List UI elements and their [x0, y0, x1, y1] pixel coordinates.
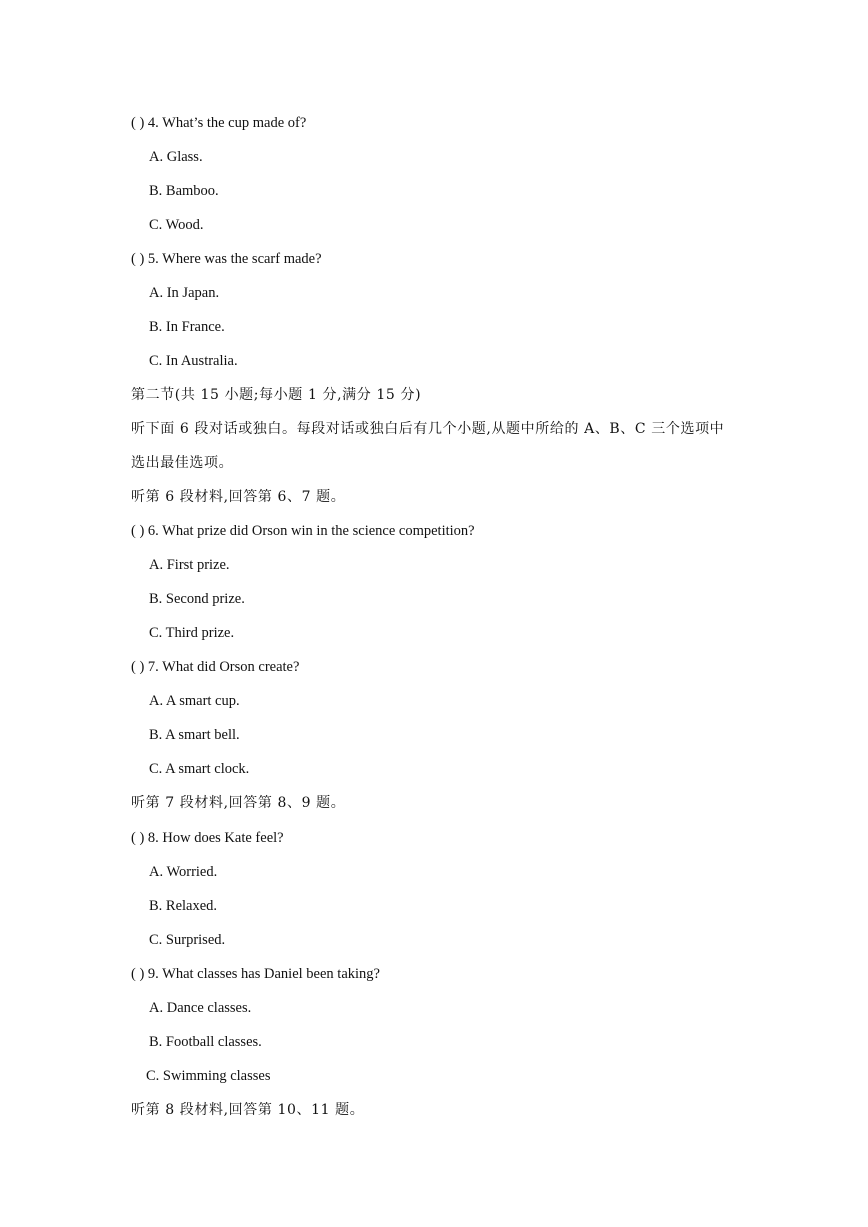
passage-8-instruction: 听第 8 段材料,回答第 10、11 题。	[131, 1102, 365, 1118]
question-8-option-a: A. Worried.	[149, 864, 218, 880]
section-heading: 第二节(共 15 小题;每小题 1 分,满分 15 分)	[131, 387, 422, 403]
question-4: ( ) 4. What’s the cup made of?	[131, 115, 307, 131]
question-9-option-a: A. Dance classes.	[149, 1000, 252, 1016]
question-4-option-b: B. Bamboo.	[149, 183, 219, 199]
question-9-option-c: C. Swimming classes	[146, 1068, 271, 1084]
question-6-option-a: A. First prize.	[149, 557, 230, 573]
question-7-option-c: C. A smart clock.	[149, 761, 250, 777]
question-8: ( ) 8. How does Kate feel?	[131, 830, 284, 846]
question-6-option-c: C. Third prize.	[149, 625, 235, 641]
question-6: ( ) 6. What prize did Orson win in the science competition?	[131, 523, 475, 539]
question-5: ( ) 5. Where was the scarf made?	[131, 251, 322, 267]
question-5-option-b: B. In France.	[149, 319, 225, 335]
question-9: ( ) 9. What classes has Daniel been taking?	[131, 966, 380, 982]
section-instructions-line-2: 选出最佳选项。	[131, 455, 234, 471]
question-9-option-b: B. Football classes.	[149, 1034, 262, 1050]
question-7: ( ) 7. What did Orson create?	[131, 659, 300, 675]
passage-7-instruction: 听第 7 段材料,回答第 8、9 题。	[131, 795, 346, 811]
question-4-option-c: C. Wood.	[149, 217, 204, 233]
passage-6-instruction: 听第 6 段材料,回答第 6、7 题。	[131, 489, 346, 505]
question-6-option-b: B. Second prize.	[149, 591, 245, 607]
question-8-option-b: B. Relaxed.	[149, 898, 218, 914]
section-instructions-line-1: 听下面 6 段对话或独白。每段对话或独白后有几个小题,从题中所给的 A、B、C 三个选项中	[131, 421, 725, 437]
question-7-option-a: A. A smart cup.	[149, 693, 240, 709]
question-8-option-c: C. Surprised.	[149, 932, 226, 948]
question-7-option-b: B. A smart bell.	[149, 727, 240, 743]
question-4-option-a: A. Glass.	[149, 149, 203, 165]
question-5-option-a: A. In Japan.	[149, 285, 220, 301]
question-5-option-c: C. In Australia.	[149, 353, 238, 369]
